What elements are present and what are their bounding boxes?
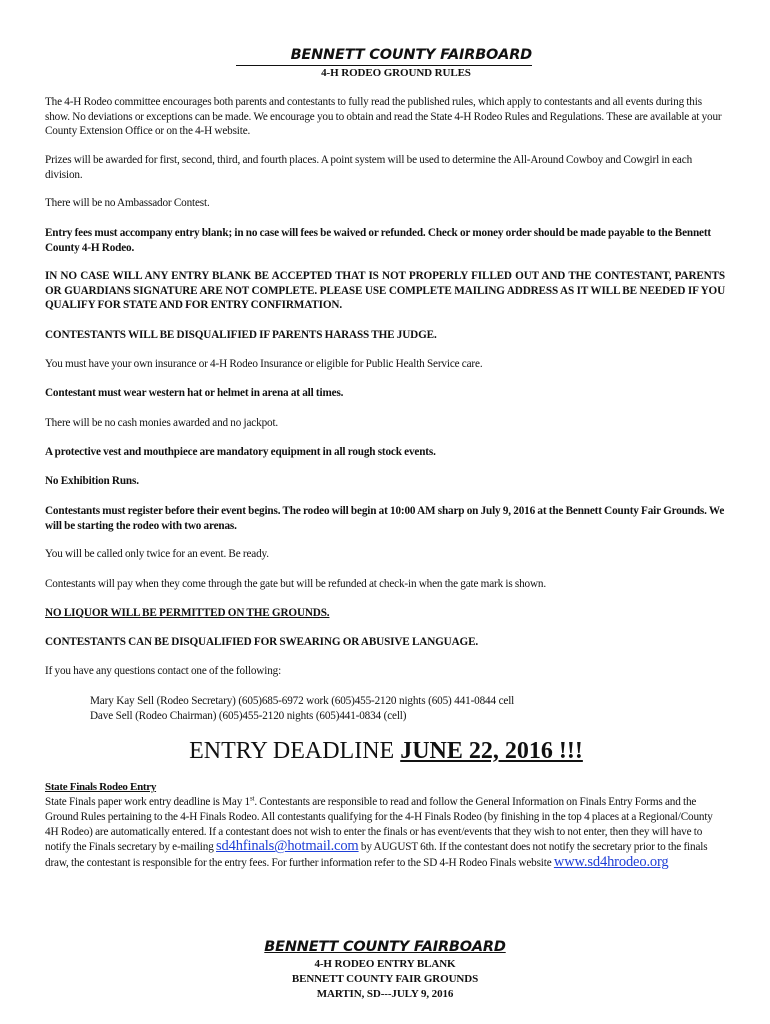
finals-paragraph [45,795,725,871]
contact-chairman: Dave Sell (Rodeo Chairman) (605)455-2120 nights (605)441-0834 (cell) [90,709,407,722]
questions-paragraph: If you have any questions contact one of the following: [45,665,282,677]
hat-helmet-paragraph: Contestant must wear western hat or helmet in arena at all times. [45,387,344,399]
no-cash-paragraph: There will be no cash monies awarded and no jackpot. [45,417,279,429]
finals-superscript: st [249,794,255,803]
finals-text-1: State Finals paper work entry deadline is May 1 [45,796,250,808]
finals-email-link[interactable]: sd4hfinals@hotmail.com [216,838,359,855]
page-title: BENNETT COUNTY FAIRBOARD [236,45,532,66]
vest-paragraph: A protective vest and mouthpiece are mandatory equipment in all rough stock events. [45,446,436,458]
finals-text-3: by AUGUST 6th. If the contestant does not notify the secretary prior to the finals draw, the contestant is responsible for the entry fees. For further information refer to the SD 4-H Rodeo Finals website [45,841,708,870]
entry-blank-title [0,938,770,956]
no-exhibition-paragraph: No Exhibition Runs. [45,475,139,487]
entry-deadline [0,736,770,766]
entry-fees-paragraph: Entry fees must accompany entry blank; in no case will fees be waived or refunded. Check or money order should be made payable to the Bennett County 4-H Rodeo. [45,227,712,254]
entry-blank-location: BENNETT COUNTY FAIR GROUNDS [291,973,479,985]
contact-list [90,694,730,723]
ambassador-paragraph: There will be no Ambassador Contest. [45,197,210,209]
page-subtitle: 4-H RODEO GROUND RULES [321,67,471,79]
entry-blank-title-text: BENNETT COUNTY FAIRBOARD [264,939,506,955]
entry-blank-date: MARTIN, SD---JULY 9, 2016 [316,988,454,1000]
no-liquor-paragraph: NO LIQUOR WILL BE PERMITTED ON THE GROUNDS. [45,607,330,619]
pay-gate-paragraph: Contestants will pay when they come through the gate but will be refunded at check-in when the gate mark is shown. [45,578,547,590]
entry-blank-paragraph: IN NO CASE WILL ANY ENTRY BLANK BE ACCEPTED THAT IS NOT PROPERLY FILLED OUT AND THE CONTESTANT, PARENTS OR GUARDIANS SIGNATURE ARE NOT COMPLETE. PLEASE USE COMPLETE MAILING ADDRESS AS IT WILL BE NEEDED IF YOU QUALIFY FOR STATE AND FOR ENTRY CONFIRMATION. [45,270,725,311]
finals-heading: State Finals Rodeo Entry [45,781,157,793]
swearing-paragraph: CONTESTANTS CAN BE DISQUALIFIED FOR SWEARING OR ABUSIVE LANGUAGE. [45,636,479,648]
finals-text-2: . Contestants are responsible to read and follow the General Information on Finals Entry Forms and the Ground Rules pertaining to the 4-H Finals Rodeo. All contestants qualifying for the 4-H Finals Rodeo (by finishing in the top 4 places at a Regional/County 4H Rodeo) are automatically entered. If a contestant does not wish to enter the finals or has event/events that they wish to not enter, then they will have to notify the Finals secretary by e-mailing [45,796,713,854]
disqualify-harass-paragraph: CONTESTANTS WILL BE DISQUALIFIED IF PARENTS HARASS THE JUDGE. [45,329,437,341]
contact-secretary: Mary Kay Sell (Rodeo Secretary) (605)685-6972 work (605)455-2120 nights (605) 441-0844 cell [90,695,515,707]
insurance-paragraph: You must have your own insurance or 4-H Rodeo Insurance or eligible for Public Health Service care. [45,358,483,370]
register-paragraph: Contestants must register before their event begins. The rodeo will begin at 10:00 AM sharp on July 9, 2016 at the Bennett County Fair Grounds. We will be starting the rodeo with two arenas. [45,505,725,532]
finals-website-link[interactable]: www.sd4hrodeo.org [553,854,669,871]
deadline-date: JUNE 22, 2016 !!! [400,738,583,764]
prizes-paragraph: Prizes will be awarded for first, second, third, and fourth places. A point system will be used to determine the All-Around Cowboy and Cowgirl in each division. [45,154,693,181]
called-twice-paragraph: You will be called only twice for an event. Be ready. [45,548,269,560]
intro-paragraph: The 4-H Rodeo committee encourages both parents and contestants to fully read the published rules, which apply to contestants and all events during this show. No deviations or exceptions can be made. We encourage you to obtain and read the State 4-H Rodeo Rules and Regulations. These are available at your County Extension Office or on the 4-H website. [45,96,722,137]
deadline-label: ENTRY DEADLINE [189,738,401,764]
entry-blank-subtitle: 4-H RODEO ENTRY BLANK [314,958,456,970]
